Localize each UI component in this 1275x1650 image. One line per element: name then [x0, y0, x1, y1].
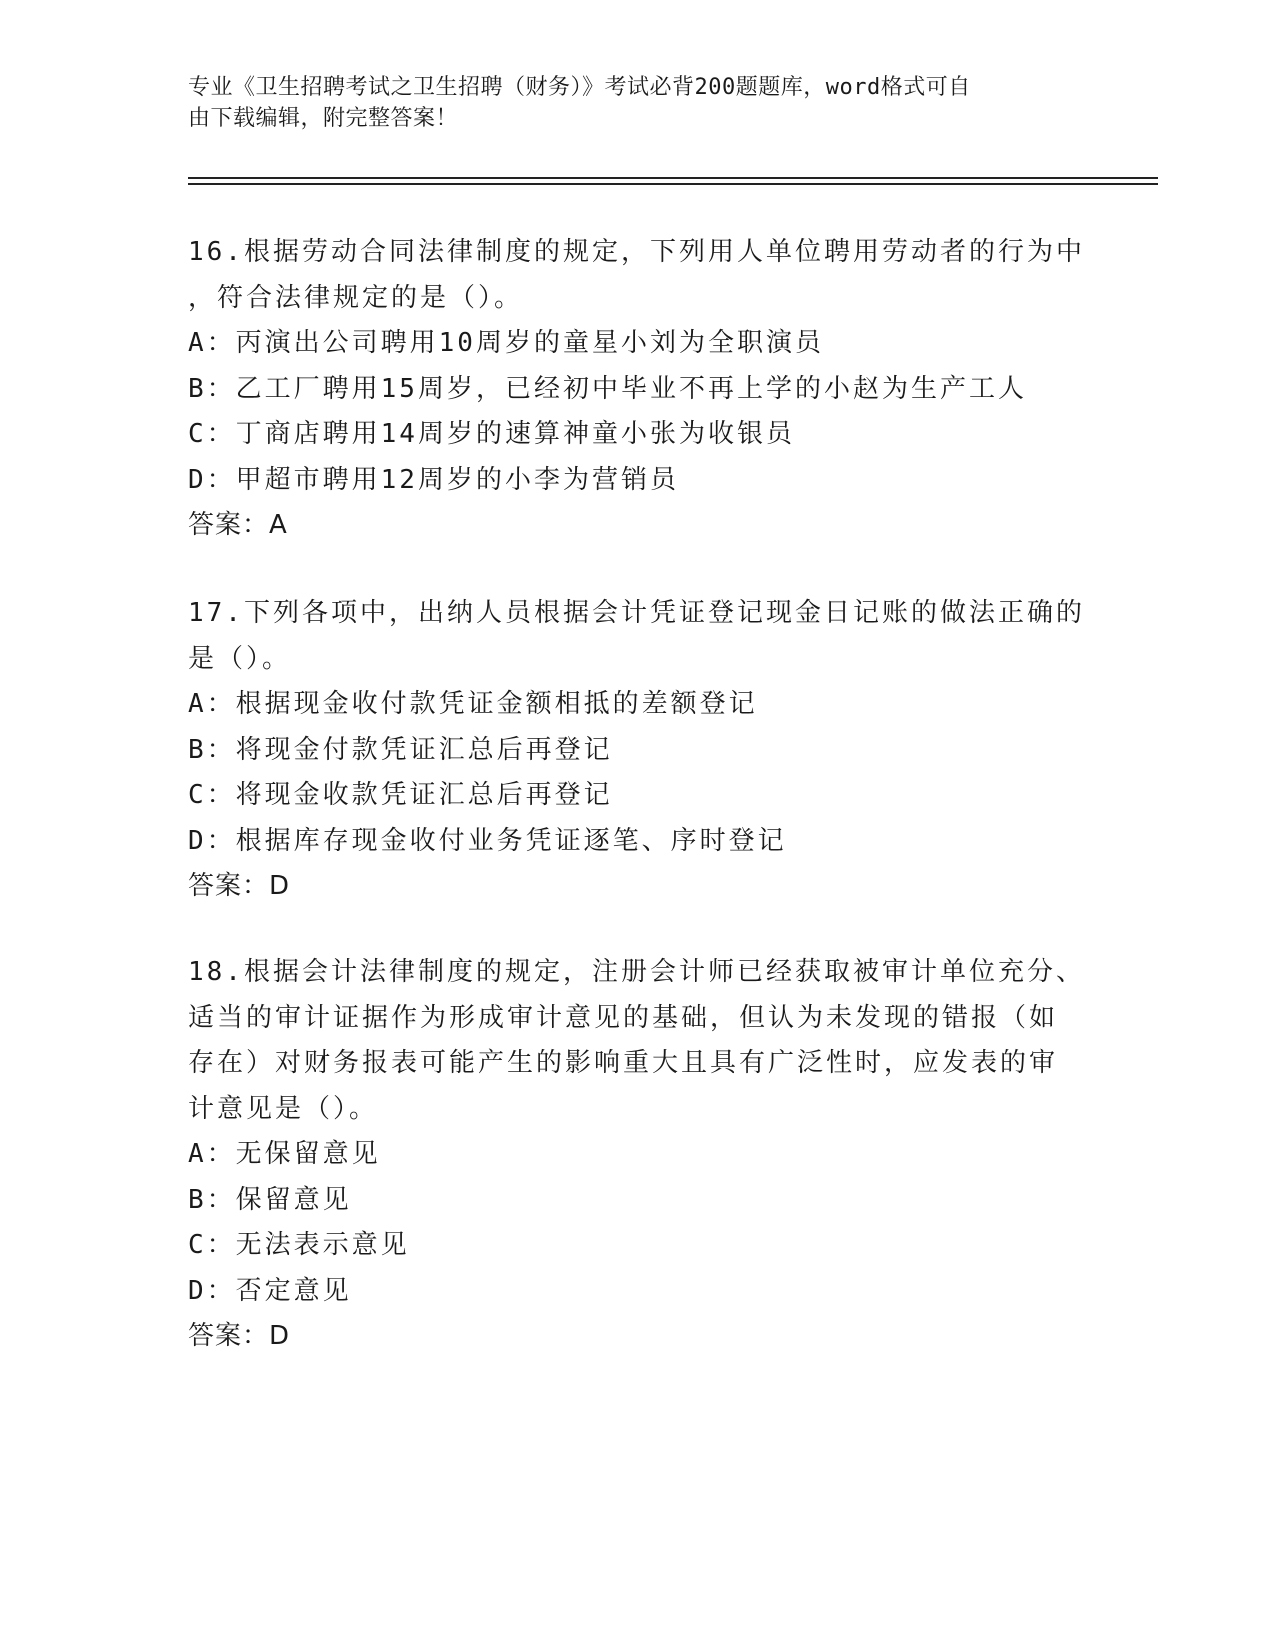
document-header: [188, 72, 1088, 134]
question-16: [188, 230, 1088, 549]
option-c: C：将现金收款凭证汇总后再登记: [188, 780, 613, 810]
question-stem-line: ，符合法律规定的是（）。: [188, 282, 524, 313]
option-b: B：乙工厂聘用15周岁，已经初中毕业不再上学的小赵为生产工人: [188, 373, 1027, 404]
answer-label: 答案：D: [188, 871, 291, 901]
option-c: C：无法表示意见: [188, 1230, 410, 1260]
answer-label: 答案：D: [188, 1321, 291, 1351]
option-d: D：否定意见: [188, 1275, 352, 1306]
option-c: C：丁商店聘用14周岁的速算神童小张为收银员: [188, 419, 795, 449]
question-stem-line: 存在）对财务报表可能产生的影响重大且具有广泛性时，应发表的审: [188, 1048, 1059, 1078]
header-divider-top: [188, 177, 1158, 179]
question-18: [188, 950, 1088, 1360]
option-a: A：丙演出公司聘用10周岁的童星小刘为全职演员: [188, 328, 824, 358]
question-stem-line: 18.根据会计法律制度的规定，注册会计师已经获取被审计单位充分、: [188, 957, 1085, 987]
header-line-1: 专业《卫生招聘考试之卫生招聘（财务）》考试必背200题题库，word格式可自: [188, 75, 971, 100]
question-stem-line: 是（）。: [188, 643, 292, 674]
question-stem-line: 17.下列各项中，出纳人员根据会计凭证登记现金日记账的做法正确的: [188, 598, 1085, 628]
question-stem-line: 计意见是（）。: [188, 1093, 379, 1124]
option-a: A：无保留意见: [188, 1139, 381, 1169]
option-d: D：根据库存现金收付业务凭证逐笔、序时登记: [188, 825, 787, 856]
option-b: B：保留意见: [188, 1184, 352, 1215]
option-a: A：根据现金收付款凭证金额相抵的差额登记: [188, 689, 758, 719]
option-b: B：将现金付款凭证汇总后再登记: [188, 734, 613, 765]
header-divider-bottom: [188, 183, 1158, 185]
option-d: D：甲超市聘用12周岁的小李为营销员: [188, 464, 679, 495]
answer-label: 答案：A: [188, 510, 288, 540]
question-stem-line: 适当的审计证据作为形成审计意见的基础，但认为未发现的错报（如: [188, 1002, 1059, 1033]
header-line-2: 由下载编辑，附完整答案！: [188, 106, 459, 131]
question-17: [188, 591, 1088, 910]
question-stem-line: 16.根据劳动合同法律制度的规定，下列用人单位聘用劳动者的行为中: [188, 237, 1085, 267]
